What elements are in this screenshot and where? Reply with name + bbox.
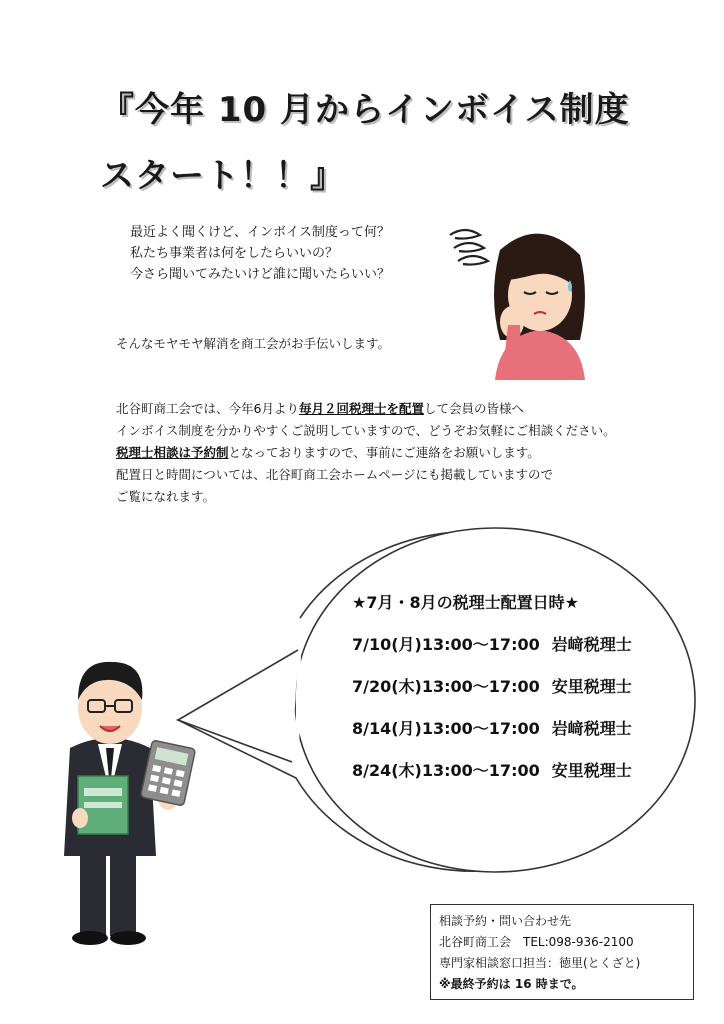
- schedule-datetime: 7/10(月)13:00～17:00: [352, 635, 540, 654]
- body-line-4: 配置日と時間については、北谷町商工会ホームページにも掲載していますので: [116, 467, 554, 482]
- schedule-accountant: 安里税理士: [551, 761, 632, 780]
- schedule-datetime: 8/14(月)13:00～17:00: [352, 719, 540, 738]
- schedule-datetime: 7/20(木)13:00～17:00: [352, 677, 540, 696]
- contact-label: 相談予約・問い合わせ先: [439, 914, 572, 928]
- body-line-5: ご覧になれます。: [116, 489, 216, 504]
- contact-box: [430, 904, 694, 1000]
- intro-line: 最近よく聞くけど、インボイス制度って何？: [130, 225, 390, 240]
- schedule-row: [352, 674, 632, 697]
- contact-deadline: ※最終予約は 16 時まで。: [439, 977, 584, 991]
- binder-icon: [78, 776, 128, 834]
- tax-accountant-illustration: [20, 648, 210, 948]
- schedule-heading: ★7月・8月の税理士配置日時★: [352, 593, 579, 612]
- emphasis-text: 毎月２回税理士を配置: [298, 401, 424, 416]
- schedule-row: [352, 716, 632, 739]
- schedule-accountant: 岩﨑税理士: [551, 719, 632, 738]
- schedule-list: [352, 590, 632, 781]
- tagline-text: そんなモヤモヤ解消を商工会がお手伝いします。: [116, 336, 391, 351]
- schedule-accountant: 安里税理士: [551, 677, 632, 696]
- page-title-line1: 『今年 10 月からインボイス制度: [100, 90, 630, 130]
- schedule-row: [352, 632, 632, 655]
- body-text-span: して会員の皆様へ: [423, 401, 524, 416]
- contact-org-tel: 北谷町商工会 TEL:098-936-2100: [439, 935, 634, 949]
- intro-line: 私たち事業者は何をしたらいいの？: [130, 246, 339, 261]
- body-line-2: インボイス制度を分かりやすくご説明していますので、どうぞお気軽にご相談ください。: [116, 423, 616, 438]
- body-text-span: 北谷町商工会では、今年6月より: [116, 401, 299, 416]
- schedule-row: [352, 758, 632, 781]
- schedule-accountant: 岩﨑税理士: [551, 635, 632, 654]
- intro-line: 今さら聞いてみたいけど誰に聞いたらいい？: [130, 267, 391, 282]
- schedule-datetime: 8/24(木)13:00～17:00: [352, 761, 540, 780]
- contact-staff: 専門家相談窓口担当：徳里(とくざと): [439, 956, 641, 970]
- body-text-span: となっておりますので、事前にご連絡をお願いします。: [228, 445, 540, 460]
- emphasis-text: 税理士相談は予約制: [116, 445, 229, 460]
- page-title-line2: スタート！！』: [100, 156, 345, 196]
